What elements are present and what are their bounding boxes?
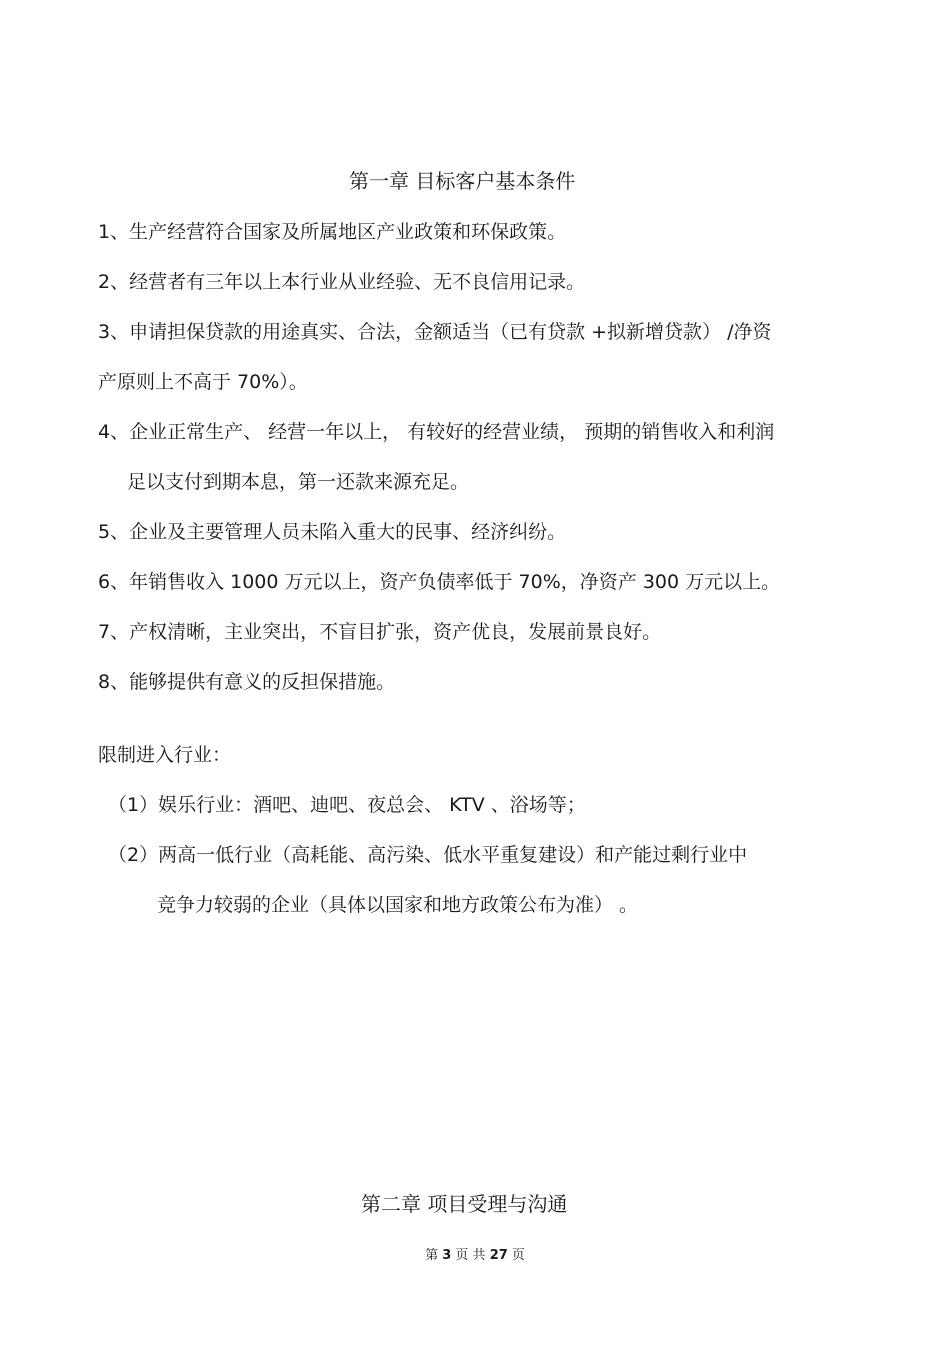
chapter-1-title: 第一章 目标客户基本条件	[349, 169, 576, 193]
restricted-item-continuation: 竞争力较弱的企业（具体以国家和地方政策公布为准） 。	[157, 894, 639, 916]
total-pages-number: 27	[489, 1248, 508, 1263]
chapter-2-title: 第二章 项目受理与沟通	[361, 1192, 568, 1216]
condition-item: 2、经营者有三年以上本行业从业经验、无不良信用记录。	[98, 271, 586, 293]
restricted-item: （2）两高一低行业（高耗能、高污染、低水平重复建设）和产能过剩行业中	[108, 844, 748, 866]
footer-suffix: 页	[511, 1248, 525, 1263]
condition-item-continuation: 足以支付到期本息，第一还款来源充足。	[127, 471, 470, 493]
condition-item: 7、产权清晰，主业突出，不盲目扩张，资产优良，发展前景良好。	[98, 621, 662, 643]
restricted-item: （1）娱乐行业：酒吧、迪吧、夜总会、 KTV 、浴场等；	[108, 794, 586, 816]
condition-item: 4、企业正常生产、 经营一年以上， 有较好的经营业绩， 预期的销售收入和利润	[98, 421, 775, 443]
condition-item-continuation: 产原则上不高于 70%）。	[98, 371, 308, 393]
condition-item: 1、生产经营符合国家及所属地区产业政策和环保政策。	[98, 221, 567, 243]
condition-item: 3、申请担保贷款的用途真实、合法，金额适当（已有贷款 +拟新增贷款） /净资	[98, 321, 772, 343]
condition-item: 5、企业及主要管理人员未陷入重大的民事、经济纠纷。	[98, 521, 567, 543]
condition-item: 6、年销售收入 1000 万元以上，资产负债率低于 70%，净资产 300 万元以上。	[98, 571, 781, 593]
footer-middle: 页 共	[455, 1248, 486, 1263]
footer-prefix: 第	[425, 1248, 439, 1263]
restricted-industries-heading: 限制进入行业：	[98, 744, 232, 766]
page-footer	[0, 1246, 950, 1266]
condition-item: 8、能够提供有意义的反担保措施。	[98, 671, 396, 693]
current-page-number: 3	[442, 1248, 452, 1263]
